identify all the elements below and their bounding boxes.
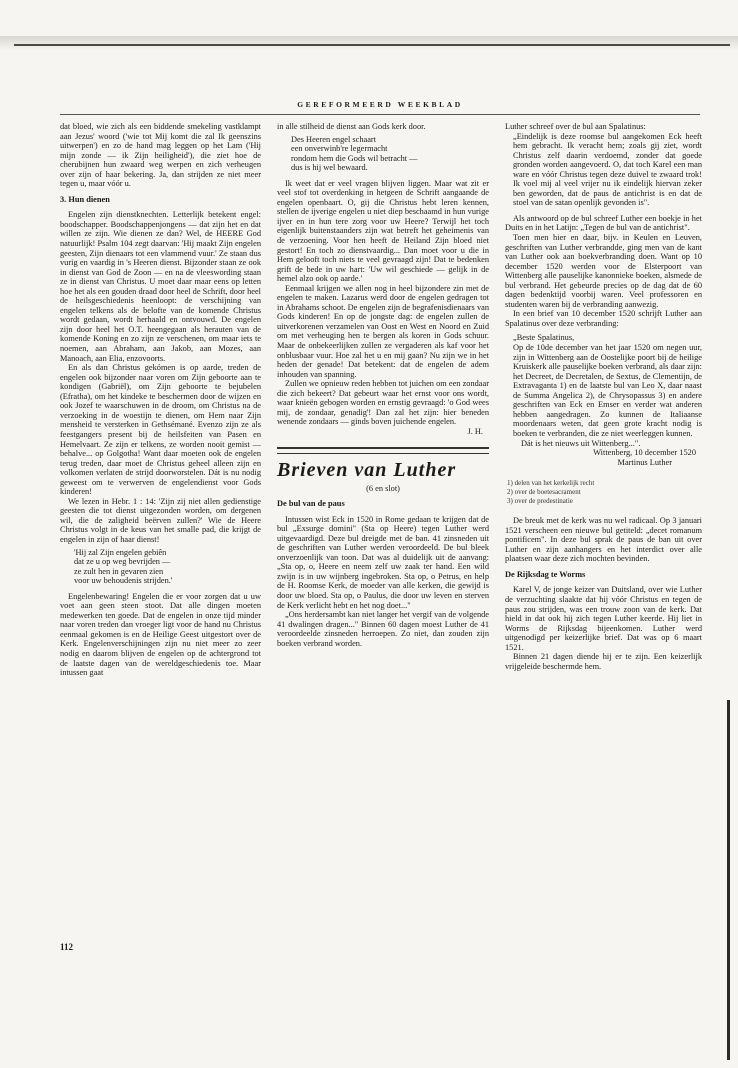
verse-quote — [277, 135, 489, 173]
verse-line: ze zult hen in gevaren zien — [74, 566, 164, 576]
footnote: 1) delen van het kerkelijk recht — [507, 479, 595, 488]
paragraph: in alle stilheid de dienst aan Gods kerk door. — [277, 122, 426, 131]
footnote: 2) over de boetesacrament — [507, 488, 581, 497]
section-heading: 3. Hun dienen — [60, 194, 110, 204]
paragraph: „Ons herdersambt kan niet langer het vergif van de volgende 41 dwalingen dragen..." Binnen 60 dagen moest Luther de 41 veroordeelde zinsneden herroepen. Zo niet, dan zouden zijn boeken verbrand worden. — [277, 610, 489, 648]
paragraph: Engelen zijn dienstknechten. Letterlijk betekent engel: boodschapper. Boodschappenjongens — dat zijn het en dat willen ze zijn. Wie dienen ze dan? Wel, de HEERE God natuurlijk! Psalm 104 zegt daarvan: 'Hij maakt Zijn engelen geesten, Zijn dienaars tot een vlammend vuur.' Ze staan dus vurig en vaardig in 's Heeren dienst. Bijzonder staan ze ook in dienst van God de Zoon — en na de vleeswording staan ze in dienst van Christus. U moet daar maar eens op letten hoe het als een gouden draad door heel de Schrift, door heel de heilsgeschiedenis heenloopt: de verschijning van engelen telkens als de belofte van de komende Christus wordt gedaan, wordt herhaald en ontvouwd. De engelen zijn door heel het O.T. heengegaan als herauten van de komende Koning en zo zijn ze verschenen, om maar iets te noemen, aan Abraham, aan Jakob, aan Mozes, aan Manoach, aan Elia, enzovoorts. — [60, 210, 261, 363]
article-divider — [277, 447, 489, 449]
paragraph: Karel V, de jonge keizer van Duitsland, over wie Luther de verzuchting slaakte dat hij vóór Christus en tegen de paus zou strijden, was een trouw zoon van de kerk. Dat hield in dat ook hij zich tegen Luther keerde. Hij liet in Worms de Rijksdag bijeenkomen. Luther werd uitgenodigd per keizerlijke brief. Dat was op 6 maart 1521. — [505, 585, 702, 652]
column-3 — [505, 122, 702, 671]
page-number: 112 — [60, 942, 74, 952]
letter-closing: Dát is het nieuws uit Wittenberg...". — [521, 438, 641, 448]
paragraph: Als antwoord op de bul schreef Luther een boekje in het Duits en in het Latijn: „Tegen de bul van de antichrist". — [505, 213, 702, 233]
column-1 — [60, 122, 261, 678]
letter — [505, 333, 702, 467]
header-rule — [60, 114, 700, 115]
letter-place-date: Wittenberg, 10 december 1520 — [593, 448, 696, 458]
footnotes — [505, 479, 702, 506]
paragraph: dat bloed, wie zich als een biddende smekeling vastklampt aan Jezus' woord ('wie tot Mij komt die zal Ik geenszins uitwerpen') en zo de hand mag leggen op het Lam ('Hij mijn zonde — ik Zijn heiligheid'), die ziet hoe de cherubijnen hun zwaard weg werpen en zich verheugen over zijn of haar bekering. Ja, dan strijden ze niet meer tegen u, maar vóór u. — [60, 122, 261, 189]
verse-line: 'Hij zal Zijn engelen gebiên — [74, 547, 167, 557]
paragraph: Luther schreef over de bul aan Spalatinus: — [505, 122, 646, 131]
paragraph: Eenmaal krijgen we allen nog in heel bijzondere zin met de engelen te maken. Lazarus werd door de engelen gedragen tot in Abrahams schoot. De engelen zijn de begrafenisdienaars van Gods kinderen! En op de jongste dag: de engelen zullen de uitverkorenen verzamelen van Oost en West en Noord en Zuid om met verheuging hen te bergen als koren in Gods schuur. Maar de onbekeerlijken zullen ze vergaderen als kaf voor het onblusbaar vuur. Hoe zal het u en mij gaan? Nu zijn we in het heden der genade! Dat betekent: dat de engelen de adem inhouden van spanning. — [277, 283, 489, 379]
paragraph: In een brief van 10 december 1520 schrijft Luther aan Spalatinus over deze verbranding: — [505, 309, 702, 328]
top-rule — [14, 44, 730, 46]
letter-signature: Martinus Luther — [617, 457, 672, 467]
paragraph: Intussen wist Eck in 1520 in Rome gedaan te krijgen dat de bul „Exsurge domini" (Sta op Heere) tegen Luther werd uitgevaardigd. Deze bul dreigde met de ban. 41 zinsneden uit de geschriften van Luther werden veroordeeld. De bul bleek onverzoenlijk van toon. Dat was al duidelijk uit de aanvang: „Sta op, o, Heere en neem zelf uw zaak ter hand. Een wild zwijn is in uw wijnberg ingebroken. Sta op, o Petrus, en help de H. Roomse Kerk, de moeder van alle kerken, die gewijd is door uw bloed. Sta op, o Paulus, die door uw leven en sterven de Kerk verlicht hebt en het nog doet..." — [277, 514, 489, 610]
article-divider-thin — [277, 453, 489, 454]
paragraph: We lezen in Hebr. 1 : 14: 'Zijn zij niet allen gedienstige geesten die tot dienst uitgezonden worden, om dergenen wil, die de zaligheid beërven zullen?' Wie de Heere Christus volgt in de keus van het smalle pad, die krijgt de engelen in zijn of haar dienst! — [60, 496, 261, 544]
paragraph: Engelenbewaring! Engelen die er voor zorgen dat u uw voet aan geen steen stoot. Dat alle dingen moeten medewerken ten goede. Dat de engelen in onze tijd minder naar voren treden dan vroeger ligt voor de hand nu Christus eenmaal gekomen is en de Heilige Geest uitgestort over de Kerk. Engelenverschijningen zijn nu niet meer zo zeer nodig en daarom blijven de engelen op de achtergrond tot de laatste dagen van de wereldgeschiedenis toe. Maar intussen gaat — [60, 591, 261, 678]
running-header: GEREFORMEERD WEEKBLAD — [297, 100, 463, 109]
verse-quote — [60, 548, 261, 586]
paragraph: Toen men hier en daar, bijv. in Keulen en Leuven, geschriften van Luther verbrandde, ging men van de kant van Luther ook aan boekverbranding doen. Want op 10 december 1520 werden voor de Elsterpoort van Wittenberg alle pauselijke kanonnieke boeken, alsmede de bul verbrand. Het gebeurde precies op de dag dat de 60 dagen bedenktijd voorbij waren. Veel professoren en studenten waren bij de verbranding aanwezig. — [505, 233, 702, 309]
paragraph: Binnen 21 dagen diende hij er te zijn. Een keizerlijk vrijgeleide beschermde hem. — [505, 652, 702, 671]
article-title: Brieven van Luther — [277, 458, 457, 481]
verse-line: voor uw behoudenis strijden.' — [74, 576, 173, 586]
letter-body: Op de 10de december van het jaar 1520 om negen uur, zijn in Wittenberg aan de Oostelijke poort bij de heilige Kruiskerk alle pauselijke boeken verbrand, als daar zijn: het Decreet, de Decretalen, de Sextus, de Clementijn, de Extravaganta 1) en de laatste bul van Leo X, daar naast de Summa Angelica 2), de Chrysopassus 3) en andere geschriften van Eck en Emser en verder wat anderen hebben aangedragen. Zo kunnen de Italiaanse moordenaars weten, dat geen grote kracht nodig is boeken te verbranden, die ze niet weerleggen kunnen. — [513, 343, 702, 438]
verse-line: dus is hij wel bewaard. — [291, 163, 368, 173]
section-heading: De bul van de paus — [277, 499, 345, 509]
paragraph: En als dan Christus gekómen is op aarde, treden de engelen ook bijzonder naar voren om Zijn geboorte aan te kondigen (Gabriël), om Zijn geboorte te bejubelen (Efratha), om het kindeke te beschermen door de wijzen en ook Jozef te waarschuwen in de droom, om Christus na de verzoeking in de woestijn te dienen, om Hem naar Zijn mensheid te versterken in Gethsémané. Evenzo zijn ze als feestgangers present bij de heilsfeiten van Pasen en Hemelvaart. Ze zijn er telkens, ze worden nooit gemist — behalve... op Golgotha! Want daar moeten ook de engelen terug treden, daar moet de Christus geheel alleen zijn en volkomen verlaten de strijd doorworstelen. Dát is nu nodig geweest om te verwerven de engelendienst voor Gods kinderen! — [60, 363, 261, 497]
column-2 — [277, 122, 489, 648]
footnote: 3) over de predestinatie — [507, 497, 573, 506]
block-quote: „Eindelijk is deze roomse bul aangekomen Eck heeft hem gebracht. Ik veracht hem; zoals gij ziet, wordt Christus zelf daarin verdoemd, zonder dat goede gronden worden aangevoerd. O, dat toch Karel een man ware en vóór Christus tegen deze duivel te zwaard trok! Ik voel mij al veel vrijer nu ik eindelijk hiervan zeker ben geworden, dat de paus de antichrist is en dat de stoel van de satan openlijk gevonden is". — [513, 131, 702, 208]
paragraph: Zullen we opnieuw reden hebben tot juichen om een zondaar die zich bekeert? Dat gebeurt waar het ernst voor ons wordt, waar knieën gebogen worden en ernstig gevraagd: 'o God wees mij, de zondaar, genadig'! Dan zal het zijn: hier beneden wenende zondaars — ginds boven juichende engelen. — [277, 379, 489, 427]
verse-line: een onverwinb're legermacht — [291, 144, 388, 154]
paragraph: De breuk met de kerk was nu wel radicaal. Op 3 januari 1521 verscheen een nieuwe bul getiteld: „decet romanum pontificem". In deze bul sprak de paus de ban uit over Luther en zijn aanhangers en het interdict over alle plaatsen waar deze zich mochten bevinden. — [505, 516, 702, 564]
page-edge-shadow — [727, 700, 738, 1060]
section-heading: De Rijksdag te Worms — [505, 569, 586, 579]
verse-line: dat ze u op weg bevrijden — — [74, 557, 171, 567]
article-subtitle: (6 en slot) — [366, 483, 400, 493]
paragraph: Ik weet dat er veel vragen blijven liggen. Maar wat zit er veel stof tot overdenking in hetgeen de Schrift aangaande de engelen openbaart. O, gij die Christus hebt leren kennen, stellen de ijverige engelen u niet diep beschaamd in hun vurige ijver en in hun tere zorg voor uw Heere? Terwijl het toch eigenlijk buitenstaanders zijn wat betreft het geheimenis van de verzoening. Voor hen heeft de Heiland Zijn bloed niet gestort! En toch zo dienstvaardig... Dan moet voor u die in Hem gelooft toch niets te veel gevraagd zijn! Dat te bedenken grift de bede in uw hart: 'Uw wil geschiede — gelijk in de hemel alzo ook op aarde.' — [277, 178, 489, 284]
author-initials: J. H. — [467, 426, 483, 436]
verse-line: rondom hem die Gods wil betracht — — [291, 153, 418, 163]
letter-greeting: „Beste Spalatinus, — [513, 333, 575, 343]
verse-line: Des Heeren engel schaart — [291, 134, 377, 144]
page-edge — [0, 36, 738, 50]
